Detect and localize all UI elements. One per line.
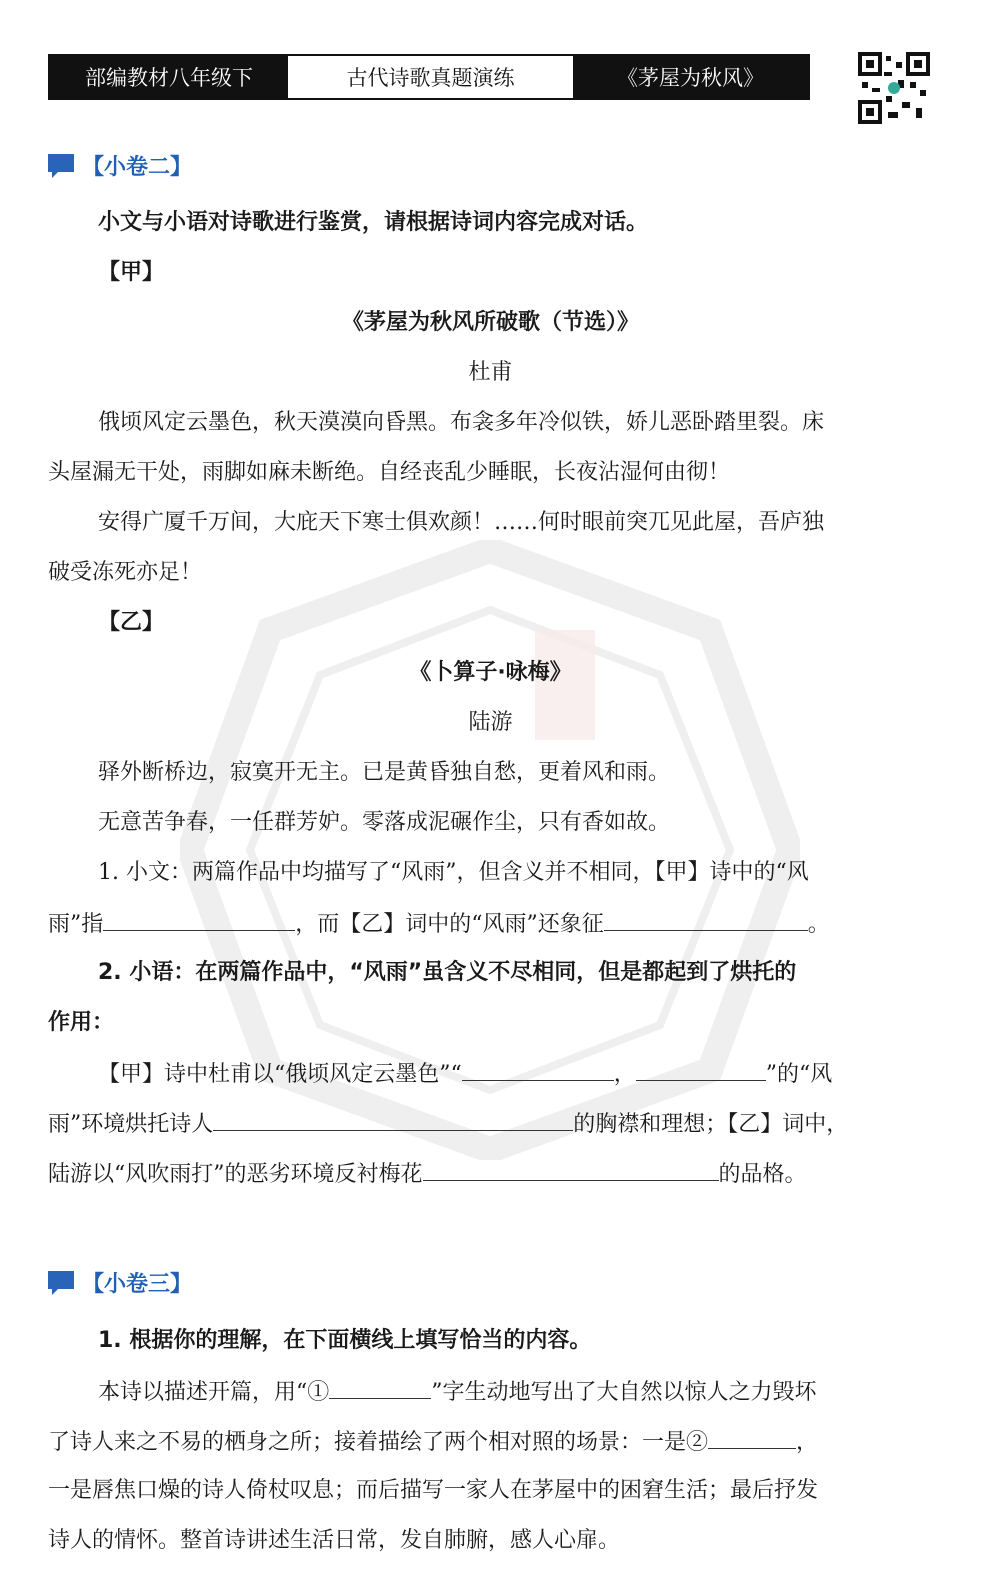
poem2-author: 陆游 [468,710,513,735]
q2-blank-3[interactable] [213,1108,573,1131]
poem1-line: 破受冻死亦足！ [48,560,203,585]
s3-text-b: ”字生动地写出了大自然以惊人之力毁坏 [431,1380,817,1405]
q2-line1: 2. 小语：在两篇作品中，“风雨”虽含义不尽相同，但是都起到了烘托的 [98,960,797,985]
q2-text-e: 的胸襟和理想；【乙】词中， [573,1112,849,1137]
header-topic: 古代诗歌真题演练 [288,56,573,98]
section3-heading [46,1267,192,1298]
poem2-line: 驿外断桥边，寂寞开无主。已是黄昏独自愁，更着风和雨。 [98,760,671,785]
q1-text-a: 雨”指 [48,912,104,937]
header-poem: 《茅屋为秋风》 [573,56,808,98]
q1-text-b: ，而【乙】词中的“风雨”还象征 [295,912,604,937]
s3-text-a: 本诗以描述开篇，用“① [98,1380,330,1405]
poem1-line: 俄顷风定云墨色，秋天漠漠向昏黑。布衾多年冷似铁，娇儿恶卧踏里裂。床 [98,410,825,435]
q2-text-c: ”的“风 [765,1062,833,1087]
header-grade: 部编教材八年级下 [50,56,288,98]
speech-bubble-icon [46,1269,76,1297]
speech-bubble-icon [46,152,76,180]
s3-text-d: ， [796,1430,819,1455]
s3-line3: 一是唇焦口燥的诗人倚杖叹息；而后描写一家人在茅屋中的困窘生活；最后抒发 [48,1478,819,1503]
section3-label: 【小卷三】 [82,1272,193,1297]
q1-line1: 1. 小文：两篇作品中均描写了“风雨”，但含义并不相同，【甲】诗中的“风 [98,860,809,885]
poem1-line: 头屋漏无干处，雨脚如麻未断绝。自经丧乱少睡眠，长夜沾湿何由彻！ [48,460,731,485]
s3-blank-2[interactable] [708,1426,796,1449]
s3-line4: 诗人的情怀。整首诗讲述生活日常，发自肺腑，感人心扉。 [48,1528,621,1553]
q2-blank-4[interactable] [423,1158,719,1181]
poem2-title: 《卜算子·咏梅》 [409,660,572,685]
q1-text-c: 。 [807,912,830,937]
s3-text-c: 了诗人来之不易的栖身之所；接着描绘了两个相对照的场景：一是② [48,1430,709,1455]
q2-text-f: 陆游以“风吹雨打”的恶劣环境反衬梅花 [48,1162,423,1187]
q2-blank-1[interactable] [462,1058,614,1081]
q2-blank-2[interactable] [636,1058,766,1081]
s3-blank-1[interactable] [329,1376,431,1399]
yi-label: 【乙】 [98,610,165,635]
section2-heading [46,150,192,181]
q2-line5 [48,1158,807,1190]
jia-label: 【甲】 [98,260,165,285]
poem1-line: 安得广厦千万间，大庇天下寒士俱欢颜！……何时眼前突兀见此屋，吾庐独 [98,510,825,535]
s3-line1 [98,1376,817,1408]
q1-blank-1[interactable] [103,908,295,931]
q2-line4 [48,1108,848,1140]
header-bar [48,54,810,100]
q2-line3 [98,1058,832,1090]
poem1-author: 杜甫 [468,360,513,385]
s3-q1-title: 1. 根据你的理解，在下面横线上填写恰当的内容。 [98,1328,592,1353]
q2-line2: 作用： [48,1010,115,1035]
s3-line2 [48,1426,818,1458]
poem2-line: 无意苦争春，一任群芳妒。零落成泥碾作尘，只有香如故。 [98,810,671,835]
q2-text-b: ， [613,1062,636,1087]
q2-text-d: 雨”环境烘托诗人 [48,1112,214,1137]
q1-line2 [48,908,830,940]
q2-text-g: 的品格。 [718,1162,807,1187]
qr-code-icon [858,52,930,124]
section2-label: 【小卷二】 [82,155,193,180]
section2-instruction: 小文与小语对诗歌进行鉴赏，请根据诗词内容完成对话。 [98,210,649,235]
q1-blank-2[interactable] [604,908,808,931]
q2-text-a: 【甲】诗中杜甫以“俄顷风定云墨色”“ [98,1062,462,1087]
poem1-title: 《茅屋为秋风所破歌（节选）》 [341,310,639,335]
